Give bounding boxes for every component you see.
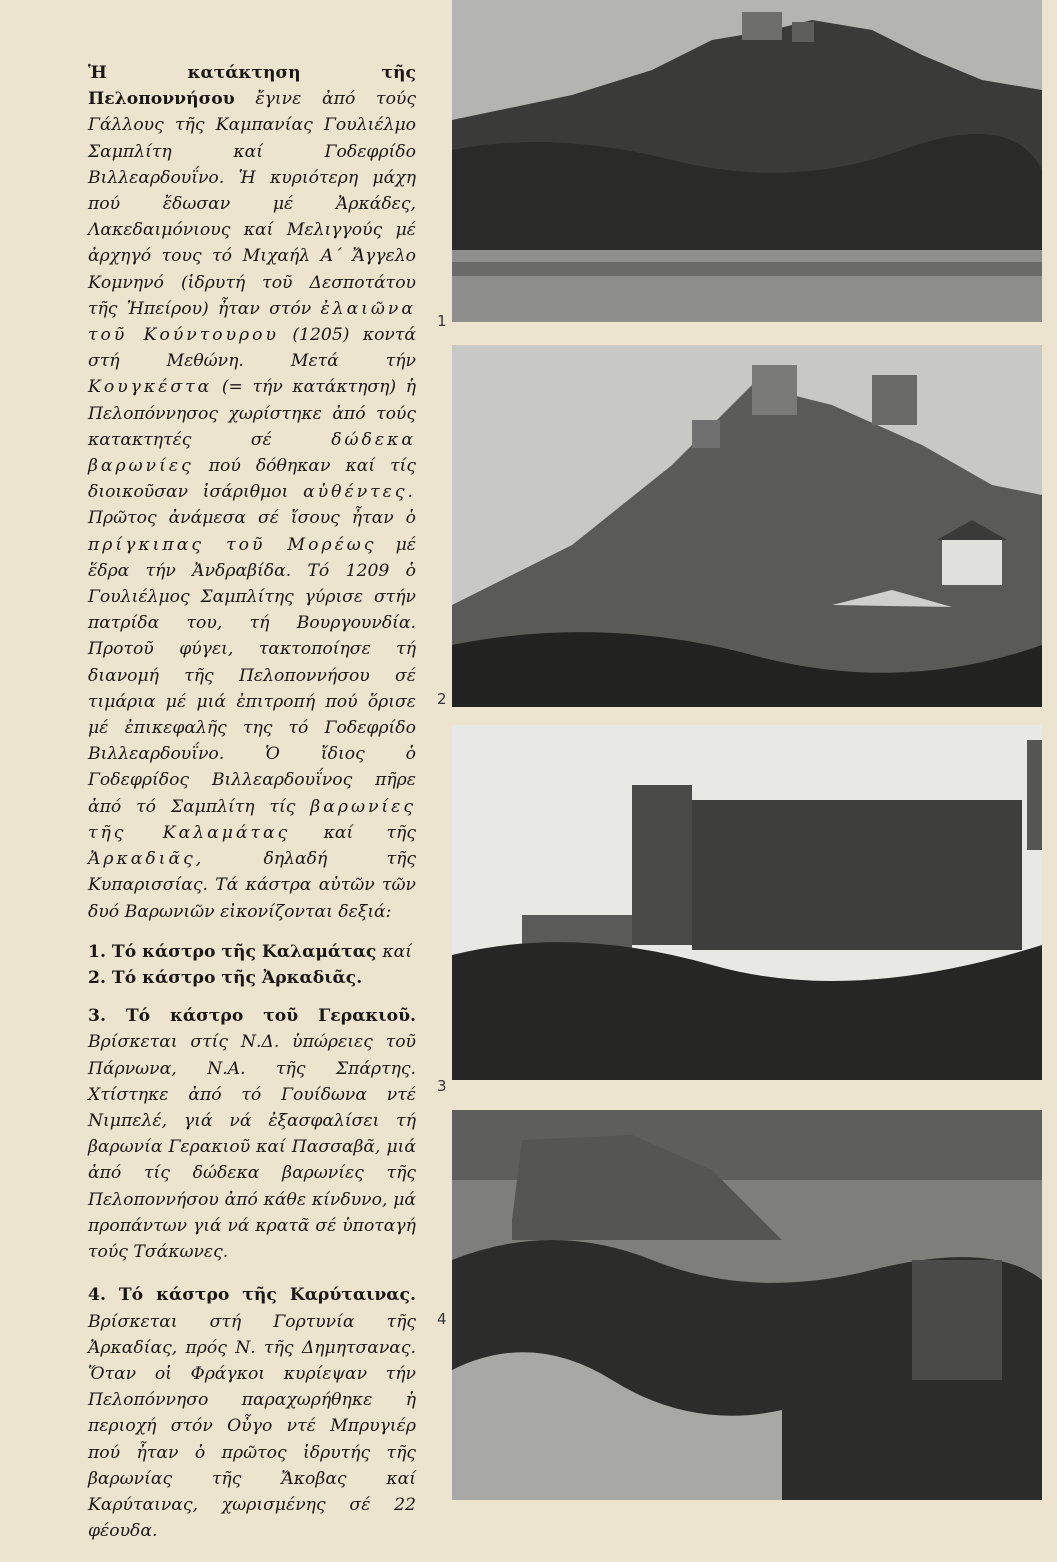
intro-heading: Ἡ κατάκτηση τῆς Πελοποννήσου — [88, 63, 416, 110]
item-karytaina — [88, 1282, 416, 1544]
text-column — [88, 60, 416, 1562]
item-geraki — [88, 1003, 416, 1265]
photo-karytaina-castle — [452, 1110, 1042, 1500]
item-geraki-body: Βρίσκεται στίς Ν.Δ. ὑπώρειες τοῦ Πάρνωνα, Ν.Α. τῆς Σπάρτης. Χτίστηκε ἀπό τό Γουίδωνα ντέ Νιμπελέ, γιά νά ἐξασφαλίσει τή βαρωνία Γερακιοῦ καί Πασσαβᾶ, μιά ἀπό τίς δώδεκα βαρωνίες τῆς Πελοποννήσου ἀπό κάθε κίνδυνο, μά προπάντων γιά νά κρατᾶ σέ ὑποταγή τούς Τσάκωνες. — [88, 1032, 416, 1262]
figure-number-4: 4 — [437, 1310, 447, 1328]
figure-number-2: 2 — [437, 690, 447, 708]
intro-paragraph: Ἡ κατάκτηση τῆς Πελοποννήσου ἔγινε ἀπό τούς Γάλλους τῆς Καμπανίας Γουλιέλμο Σαμπλίτη καί Γοδεφρίδο Βιλλεαρδουΐνο. Ἡ κυριότερη μάχη πού ἔδωσαν μέ Ἀρκάδες, Λακεδαιμόνιους καί Μελιγγούς μέ ἀρχηγό τους τό Μιχαήλ Α΄ Ἄγγελο Κομνηνό (ἱδρυτή τοῦ Δεσποτάτου τῆς Ἠπείρου) ἦταν στόν ἐλαιῶνα τοῦ Κούντουρου (1205) κοντά στή Μεθώνη. Μετά τήν Κουγκέστα (= τήν κατάκτηση) ἡ Πελοπόννησος χωρίστηκε ἀπό τούς κατακτητές σέ δώδεκα βαρωνίες πού δόθηκαν καί τίς διοικοῦσαν ἰσάριθμοι αὐθέντες. Πρῶτος ἀνάμεσα σέ ἴσους ἦταν ὁ πρίγκιπας τοῦ Μορέως μέ ἕδρα τήν Ἀνδραβίδα. Τό 1209 ὁ Γουλιέλμος Σαμπλίτης γύρισε στήν πατρίδα του, τή Βουργουνδία. Προτοῦ φύγει, τακτοποίησε τή διανομή τῆς Πελοποννήσου σέ τιμάρια μέ μιά ἐπιτροπή πού ὅρισε μέ ἐπικεφαλῆς της τό Γοδεφρίδο Βιλλεαρδουΐνο. Ὁ ἴδιος ὁ Γοδεφρίδος Βιλλεαρδουΐνος πῆρε ἀπό τό Σαμπλίτη τίς βαρωνίες τῆς Καλαμάτας καί τῆς Ἀρκαδιᾶς, δηλαδή τῆς Κυπαρισσίας. Τά κάστρα αὐτῶν τῶν δυό Βαρωνιῶν εἰκονίζονται δεξιά: — [88, 63, 417, 922]
item-karytaina-title: 4. Τό κάστρο τῆς Καρύταινας. — [88, 1285, 416, 1306]
photo-arkadia-castle — [452, 345, 1042, 707]
figure-number-3: 3 — [437, 1077, 447, 1095]
list-item-arkadia: 2. Τό κάστρο τῆς Ἀρκαδιᾶς. — [88, 967, 363, 988]
figure-number-1: 1 — [437, 312, 447, 330]
list-item-kalamata: 1. Τό κάστρο τῆς Καλαμάτας καί — [88, 941, 413, 962]
castle-list-1-2 — [88, 939, 416, 991]
photo-geraki-castle — [452, 725, 1042, 1080]
photo-kalamata-castle — [452, 0, 1042, 322]
item-geraki-title: 3. Τό κάστρο τοῦ Γερακιοῦ. — [88, 1006, 416, 1027]
item-karytaina-body: Βρίσκεται στή Γορτυνία τῆς Ἀρκαδίας, πρός Ν. τῆς Δημητσανας. Ὅταν οἱ Φράγκοι κυρίεψαν τήν Πελοπόννησο παραχωρήθηκε ἡ περιοχή στόν Οὖγο ντέ Μπρυγιέρ πού ἦταν ὁ πρῶτος ἱδρυτής τῆς βαρωνίας τῆς Ἄκοβας καί Καρύταινας, χωρισμένης σέ 22 φέουδα. — [88, 1311, 416, 1542]
